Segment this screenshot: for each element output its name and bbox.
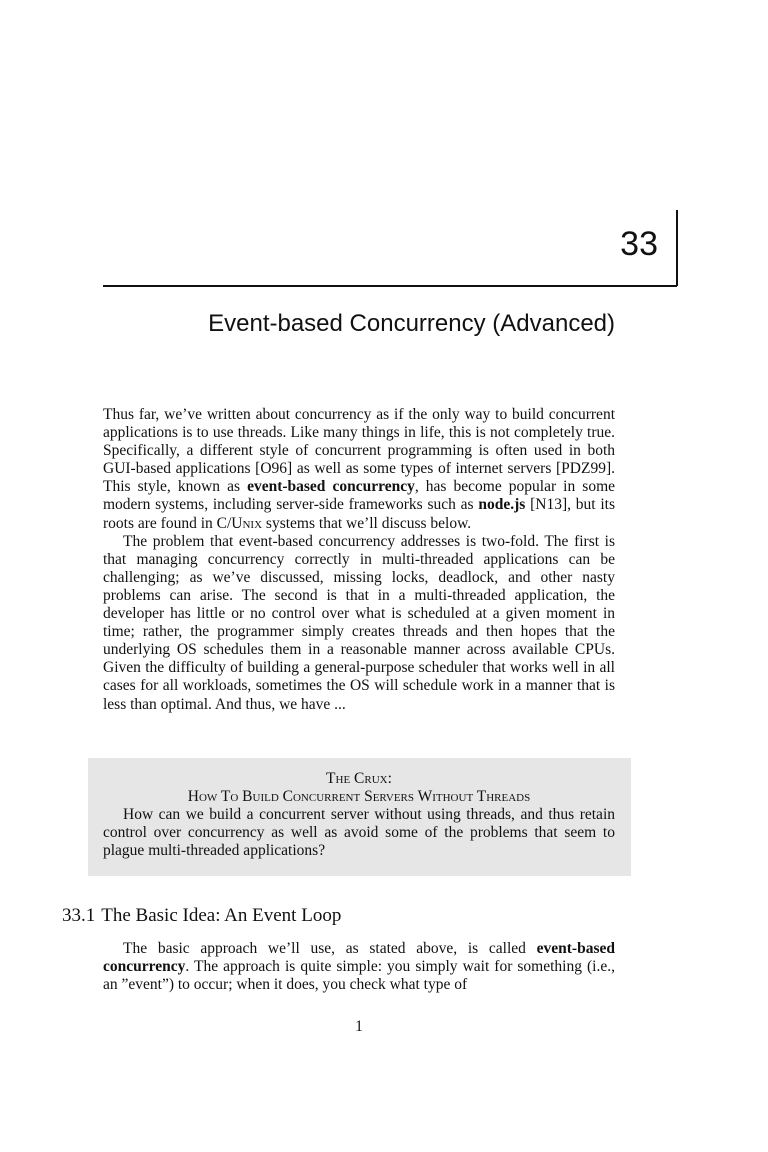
crux-text: How can we build a concurrent server without using threads, and thus retain control over concurrency as well as avoid some of the problems that seem to plague multi-threaded applications? xyxy=(103,806,615,860)
section-title: The Basic Idea: An Event Loop xyxy=(101,905,342,926)
term-event-based-concurrency: event-based concurrency xyxy=(247,478,415,496)
section-number: 33.1 xyxy=(62,905,96,926)
chapter-title: Event-based Concurrency (Advanced) xyxy=(208,310,615,337)
section-heading xyxy=(62,904,341,928)
section-paragraph-1: The basic approach we’ll use, as stated above, is called event-based concurrency. The approach is quite simple: you simply wait for something (i.e., an ”event”) to occur; when it does, you check what type of xyxy=(103,940,615,994)
term-unix: Unix xyxy=(231,514,263,532)
chapter-vertical-rule xyxy=(676,210,678,286)
intro-paragraph-1: Thus far, we’ve written about concurrency as if the only way to build concurrent applications is to use threads. Like many things in life, this is not completely true. Specifically, a different style of concurrent programming is often used in both GUI-based applications [O96] as well as some types of internet servers [PDZ99]. This style, known as event-based concurrency, has become popular in some modern systems, including server-side frameworks such as node.js [N13], but its roots are found in C/Unix systems that we’ll discuss below. xyxy=(103,406,616,532)
crux-title: How To Build Concurrent Servers Without Threads xyxy=(187,788,531,806)
section-text xyxy=(103,940,615,994)
chapter-horizontal-rule xyxy=(103,285,677,287)
chapter-number: 33 xyxy=(620,225,658,263)
intro-paragraph-2: The problem that event-based concurrency addresses is two-fold. The first is that managing concurrency correctly in multi-threaded applications can be challenging; as we’ve discussed, missing locks, deadlock, and other nasty problems can arise. The second is that in a multi-threaded application, the developer has little or no control over what is scheduled at a given moment in time; rather, the programmer simply creates threads and then hopes that the underlying OS schedules them in a reasonable manner across available CPUs. Given the difficulty of building a general-purpose scheduler that works well in all cases for all workloads, sometimes the OS will schedule work in a manner that is less than optimal. And thus, we have ... xyxy=(103,532,615,713)
crux-box xyxy=(88,758,631,876)
intro-text xyxy=(103,406,615,714)
term-event-based-concurrency-2: event-based concurrency xyxy=(103,940,615,976)
term-nodejs: node.js xyxy=(478,496,526,514)
crux-label: The Crux: xyxy=(326,770,392,787)
page-number: 1 xyxy=(355,1018,363,1035)
